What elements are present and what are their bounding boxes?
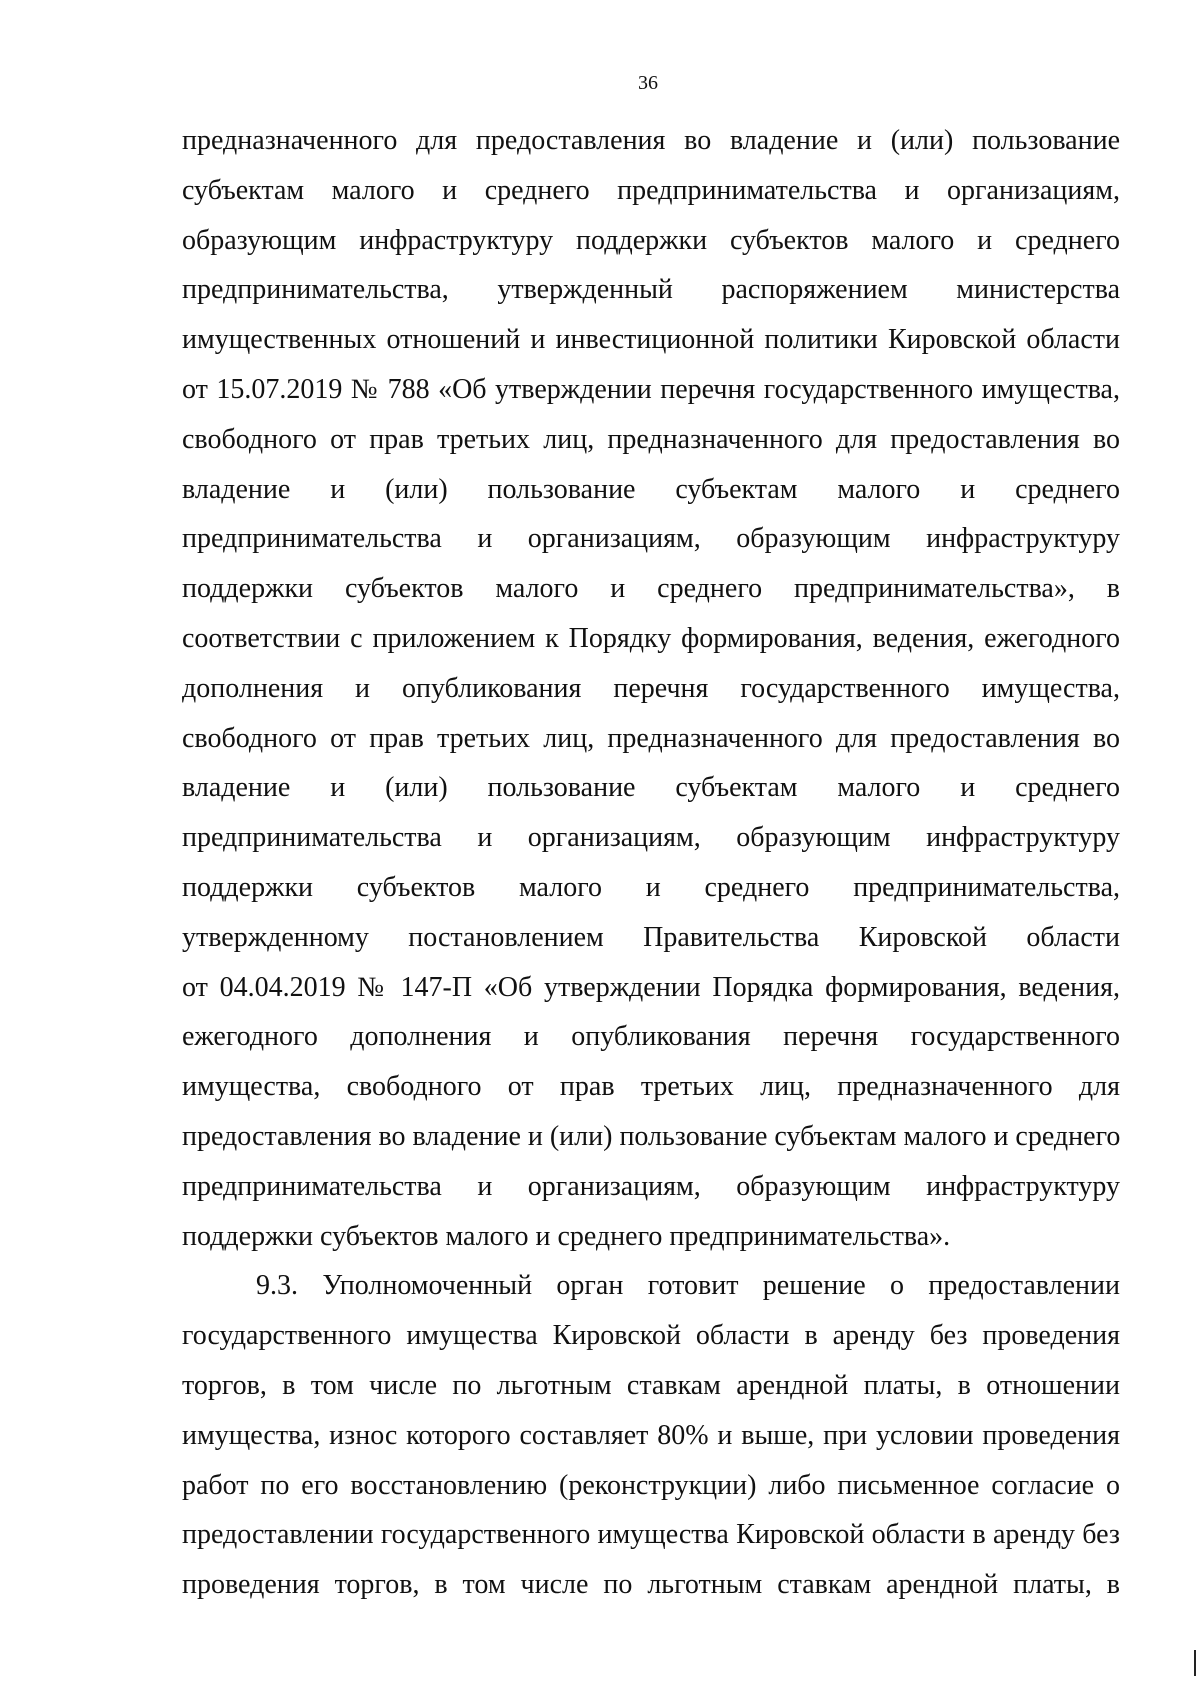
- text-line: свободного от прав третьих лиц, предназначенного для предоставления во: [182, 722, 1120, 754]
- text-line: 9.3. Уполномоченный орган готовит решение о предоставлении: [256, 1270, 1120, 1302]
- text-line: предоставлении государственного имущества Кировской области в аренду без: [182, 1519, 1120, 1551]
- text-line: ежегодного дополнения и опубликования перечня государственного: [182, 1021, 1120, 1053]
- text-line: от 15.07.2019 № 788 «Об утверждении перечня государственного имущества,: [182, 373, 1120, 405]
- text-line: предпринимательства и организациям, образующим инфраструктуру: [182, 1170, 1120, 1202]
- text-line: предпринимательства и организациям, образующим инфраструктуру: [182, 822, 1120, 854]
- page-number: 36: [638, 72, 658, 94]
- text-line: субъектам малого и среднего предпринимательства и организациям,: [182, 174, 1120, 206]
- text-line: предоставления во владение и (или) пользование субъектам малого и среднего: [182, 1120, 1121, 1152]
- paragraph-9-3: [182, 1261, 1120, 1610]
- text-line: соответствии с приложением к Порядку формирования, ведения, ежегодного: [182, 622, 1120, 654]
- text-line: имущественных отношений и инвестиционной политики Кировской области: [182, 324, 1120, 356]
- text-line: поддержки субъектов малого и среднего предпринимательства», в: [182, 573, 1120, 605]
- paragraph-continued: [182, 116, 1120, 1261]
- text-line: свободного от прав третьих лиц, предназначенного для предоставления во: [182, 423, 1120, 455]
- text-line: поддержки субъектов малого и среднего предпринимательства».: [182, 1220, 951, 1252]
- text-line: работ по его восстановлению (реконструкции) либо письменное согласие о: [182, 1469, 1120, 1501]
- text-line: от 04.04.2019 № 147-П «Об утверждении Порядка формирования, ведения,: [182, 971, 1120, 1003]
- document-body: [182, 116, 1120, 1610]
- text-line: торгов, в том числе по льготным ставкам арендной платы, в отношении: [182, 1369, 1120, 1401]
- text-line: проведения торгов, в том числе по льготным ставкам арендной платы, в: [182, 1569, 1120, 1601]
- text-line: поддержки субъектов малого и среднего предпринимательства,: [182, 871, 1120, 903]
- text-line: владение и (или) пользование субъектам малого и среднего: [182, 772, 1120, 804]
- text-line: дополнения и опубликования перечня государственного имущества,: [182, 672, 1120, 704]
- text-line: предпринимательства, утвержденный распоряжением министерства: [182, 274, 1120, 306]
- text-line: предназначенного для предоставления во владение и (или) пользование: [182, 125, 1120, 156]
- text-line: образующим инфраструктуру поддержки субъектов малого и среднего: [182, 224, 1120, 256]
- text-line: утвержденному постановлением Правительства Кировской области: [182, 921, 1120, 953]
- text-line: имущества, износ которого составляет 80% и выше, при условии проведения: [182, 1419, 1120, 1451]
- text-line: владение и (или) пользование субъектам малого и среднего: [182, 473, 1120, 505]
- text-line: имущества, свободного от прав третьих лиц, предназначенного для: [182, 1071, 1120, 1103]
- text-line: предпринимательства и организациям, образующим инфраструктуру: [182, 523, 1120, 555]
- text-line: государственного имущества Кировской области в аренду без проведения: [182, 1320, 1120, 1352]
- scan-edge-mark: [1194, 1650, 1196, 1676]
